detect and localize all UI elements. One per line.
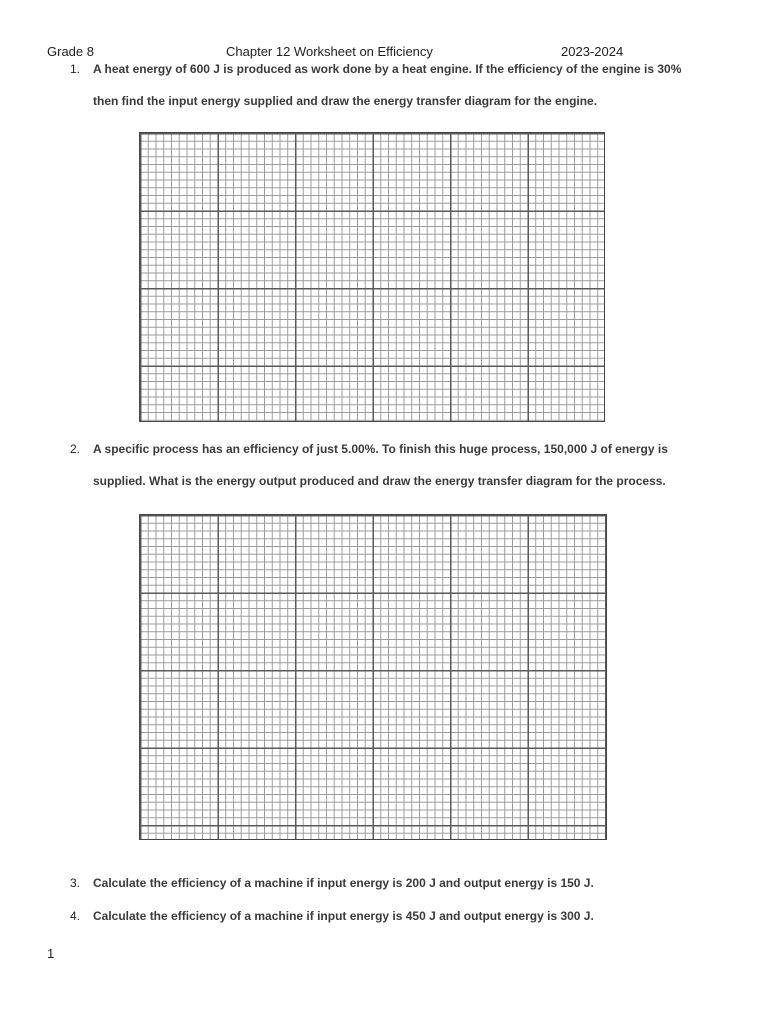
- question-number: 2.: [70, 442, 81, 456]
- question-text-line-2: then find the input energy supplied and draw the energy transfer diagram for the engine.: [93, 94, 598, 108]
- question-text-line-2: supplied. What is the energy output produced and draw the energy transfer diagram for the process.: [93, 474, 666, 488]
- page-number: 1: [47, 946, 55, 961]
- question-2: [70, 442, 730, 492]
- question-text-line-1: A heat energy of 600 J is produced as work done by a heat engine. If the efficiency of the engine is 30%: [93, 62, 682, 76]
- header-grade: Grade 8: [47, 44, 94, 59]
- question-4: [70, 909, 730, 927]
- question-3: [70, 876, 730, 894]
- question-number: 3.: [70, 876, 81, 890]
- question-text-line-1: A specific process has an efficiency of just 5.00%. To finish this huge process, 150,000 J of energy is: [93, 442, 668, 456]
- header-title: Chapter 12 Worksheet on Efficiency: [226, 44, 433, 59]
- question-text-line-1: Calculate the efficiency of a machine if input energy is 200 J and output energy is 150 J.: [93, 876, 594, 890]
- question-number: 4.: [70, 909, 81, 923]
- question-number: 1.: [70, 62, 81, 76]
- graph-paper-grid-2: [139, 514, 607, 840]
- question-text-line-1: Calculate the efficiency of a machine if input energy is 450 J and output energy is 300 J.: [93, 909, 594, 923]
- question-1: [70, 62, 730, 112]
- header-year: 2023-2024: [561, 44, 624, 59]
- graph-paper-grid-1: [139, 132, 605, 422]
